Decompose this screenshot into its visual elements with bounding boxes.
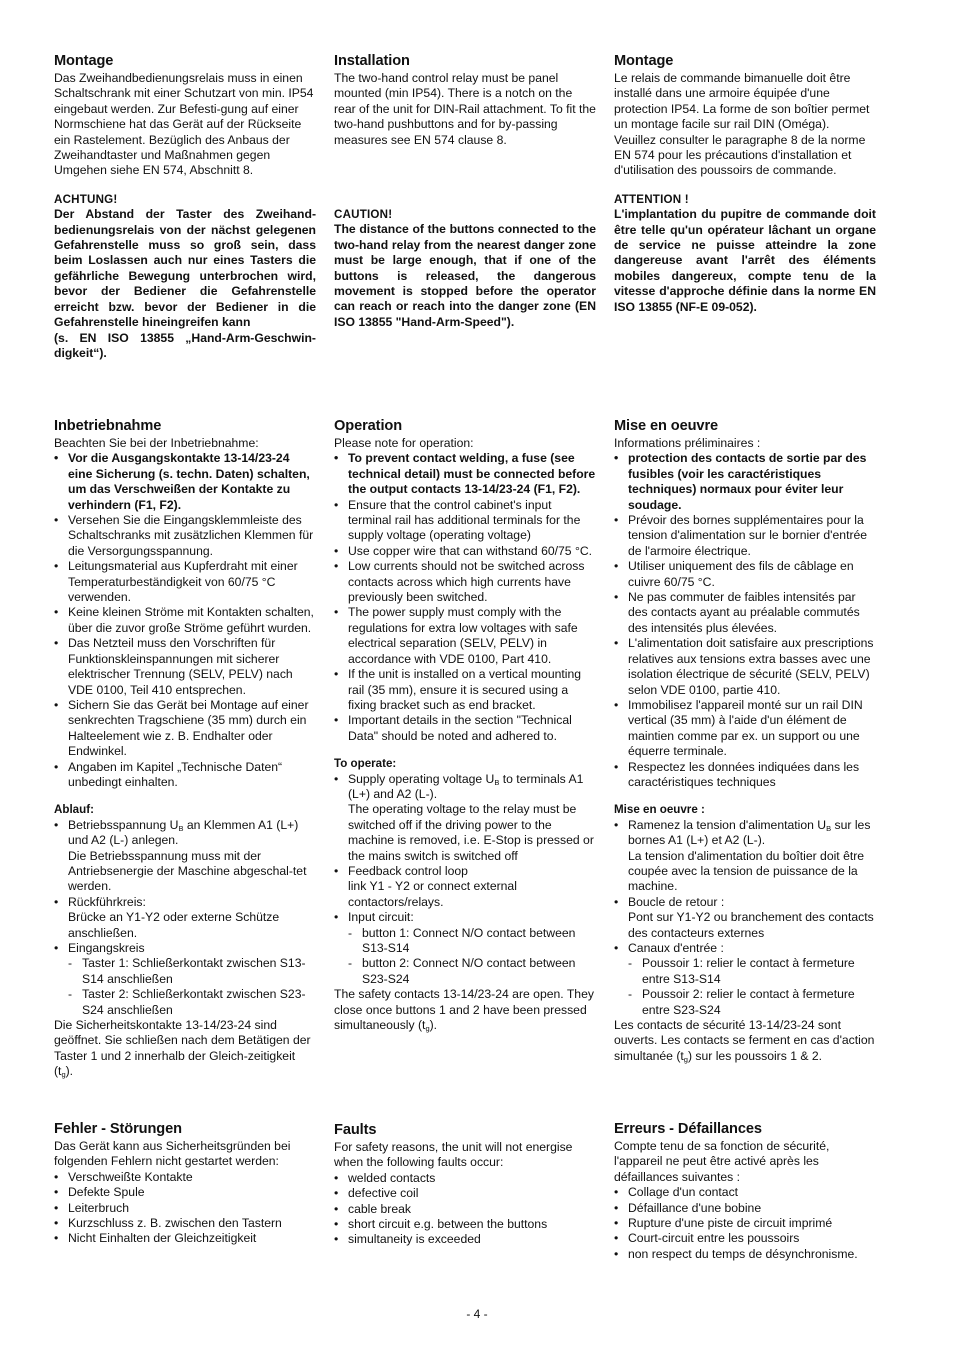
list-item: • Rückführkreis: Brücke an Y1-Y2 oder externe Schütze anschließen.	[54, 895, 316, 941]
paragraph: The two-hand control relay must be panel mounted (min IP54). There is a notch on the rear of the unit for DIN-Rail attachment. To fit the two-hand pushbuttons and for by-passing measures see EN 574 clause 8.	[334, 71, 596, 147]
list-item: • Rupture d'une piste de circuit imprimé	[614, 1216, 876, 1231]
procedure-title: Mise en oeuvre :	[614, 803, 705, 817]
procedure-list	[54, 818, 316, 1018]
list-item: • Das Netzteil muss den Vorschriften für Funktionskleinspannungen mit sicherer elektrischer Trennung (SELV, PELV) nach VDE 0100, Teil 410 entsprechen.	[54, 636, 316, 698]
list-item: • Prévoir des bornes supplémentaires pour la tension d'alimentation sur le bornier d'entrée de l'armoire électrique.	[614, 513, 876, 559]
section-title: Fehler - Störungen	[54, 1121, 182, 1137]
sub-list-item: - Poussoir 1: relier le contact à fermeture entre S13-S14	[628, 956, 876, 987]
warning-title: CAUTION!	[334, 208, 393, 222]
list-item: • Input circuit: - button 1: Connect N/O contact between S13-S14 - button 2: Connect N/O contact between S23-S24	[334, 910, 596, 987]
list-item: • Ramenez la tension d'alimentation $U_B$ sur les bornes A1 (L+) et A2 (L-). La tension d'alimentation du boîtier doit être coupée avec la tension de puissance de la machine.	[614, 818, 876, 895]
intro-text: For safety reasons, the unit will not energise when the following faults occur:	[334, 1140, 573, 1170]
list-item: • welded contacts	[334, 1171, 596, 1186]
sub-list	[348, 926, 596, 988]
list-item: • defective coil	[334, 1186, 596, 1201]
intro-text: Compte tenu de sa fonction de sécurité, l'appareil ne peut être activé après les défaillances suivantes :	[614, 1139, 830, 1184]
section-operation	[334, 417, 596, 1033]
paragraph: The safety contacts 13-14/23-24 are open. They close once buttons 1 and 2 have been pressed simultaneously $(t_g)$.	[334, 987, 594, 1034]
paragraph: Veuillez consulter le paragraphe 8 de la norme EN 574 pour les précautions d'installation et d'utilisation des poussoirs de commande.	[614, 132, 866, 178]
list-item: • Versehen Sie die Eingangsklemmleiste des Schaltschranks mit zusätzlichen Klemmen für die Versorgungsspannung.	[54, 513, 316, 559]
list-item: • Keine kleinen Ströme mit Kontakten schalten, über die zuvor große Ströme geführt wurden.	[54, 605, 316, 636]
procedure-list	[614, 818, 876, 1018]
list-item: • Leiterbruch	[54, 1201, 316, 1216]
list-item: • Canaux d'entrée : - Poussoir 1: relier le contact à fermeture entre S13-S14 - Poussoir 2: relier le contact à fermeture entre S23-S24	[614, 941, 876, 1018]
list-item: • Court-circuit entre les poussoirs	[614, 1231, 876, 1246]
list-item: • Low currents should not be switched across contacts across which high currents have previously been switched.	[334, 559, 596, 605]
section-title: Operation	[334, 418, 403, 434]
list-item: • If the unit is installed on a vertical mounting rail (35 mm), ensure it is secured using a fixing bracket such as end bracket.	[334, 667, 596, 713]
list-item: • Betriebsspannung $U_B$ an Klemmen A1 (L+) und A2 (L-) anlegen. Die Betriebsspannung muss mit der Antriebsenergie der Maschine abgeschal-tet werden.	[54, 818, 316, 895]
list-item: • Ne pas commuter de faibles intensités par des contacts ayant au préalable commutés des intensités plus élevées.	[614, 590, 876, 636]
list-item: • Angaben im Kapitel „Technische Daten“ unbedingt einhalten.	[54, 760, 316, 791]
list-item: • To prevent contact welding, a fuse (see technical detail) must be connected before the output contacts 13-14/23-24 (F1, F2).	[334, 451, 596, 497]
list-item: • Use copper wire that can withstand 60/75 °C.	[334, 544, 596, 559]
sub-list-item: - button 1: Connect N/O contact between S13-S14	[348, 926, 596, 957]
section-title: Montage	[54, 53, 114, 69]
list-item: • Defekte Spule	[54, 1185, 316, 1200]
paragraph: Le relais de commande bimanuelle doit être installé dans une armoire équipée d'une protection IP54. La forme de son boîtier permet un montage facile sur rail DIN (Oméga).	[614, 71, 870, 132]
sub-list-item: - Poussoir 2: relier le contact à fermeture entre S23-S24	[628, 987, 876, 1018]
page-number: - 4 -	[466, 1307, 488, 1321]
section-faults	[334, 1121, 596, 1248]
list-item: • Leitungsmaterial aus Kupferdraht mit einer Temperaturbeständigkeit von 60/75 °C verwenden.	[54, 559, 316, 605]
list-item: • cable break	[334, 1202, 596, 1217]
list-item: • Nicht Einhalten der Gleichzeitigkeit	[54, 1231, 316, 1246]
list-item: • Important details in the section "Technical Data" should be noted and adhered to.	[334, 713, 596, 744]
procedure-title: Ablauf:	[54, 803, 94, 817]
sub-list	[68, 956, 316, 1018]
list-item: • L'alimentation doit satisfaire aux prescriptions relatives aux tensions extra basses avec une isolation électrique de sécurité (SELV, PELV) selon VDE 0100, partie 410.	[614, 636, 876, 698]
list-item: • Boucle de retour : Pont sur Y1-Y2 ou branchement des contacts des contacteurs externes	[614, 895, 876, 941]
warning-text: Der Abstand der Taster des Zweihand-bedienungsrelais von der nächst gelegenen Gefahrenstelle muss so groß sein, dass beim Loslassen auch nur eines Tasters die gefährliche Bewegung unterbrochen wird, bevor der Bediener die Gefahrenstelle erreicht bzw. bevor der Bediener in die Gefahrenstelle hineingreifen kann	[54, 207, 316, 330]
section-montage-fr	[614, 52, 876, 315]
paragraph: Das Zweihandbedienungsrelais muss in einen Schaltschrank mit einer Schutzart von min. IP54 eingebaut werden. Zur Befesti-gung auf einer Normschiene hat das Gerät auf der Rückseite ein Rastelement. Bezüglich des Anbaus der Zweihandtaster und Maßnahmen gegen Umgehen siehe EN 574, Abschnitt 8.	[54, 71, 314, 178]
list-item: • Supply operating voltage $U_B$ to terminals A1 (L+) and A2 (L-). The operating voltage to the relay must be switched off if the driving power to the machine is removed, i.e. E-Stop is pressed or the mains switch is switched off	[334, 772, 596, 864]
paragraph: Die Sicherheitskontakte 13-14/23-24 sind geöffnet. Sie schließen nach dem Betätigen der Taster 1 und 2 innerhalb der Gleich-zeitigkeit $(t_g)$.	[54, 1018, 311, 1080]
intro-text: Das Gerät kann aus Sicherheitsgründen bei folgenden Fehlern nicht gestartet werden:	[54, 1139, 291, 1169]
list-item: • Eingangskreis - Taster 1: Schließerkontakt zwischen S13-S14 anschließen - Taster 2: Schließerkontakt zwischen S23-S24 anschließen	[54, 941, 316, 1018]
section-mise-en-oeuvre	[614, 417, 876, 1064]
paragraph: Les contacts de sécurité 13-14/23-24 sont ouverts. Les contacts se ferment en cas d'action simultanée $(t_g)$ sur les poussoirs 1 & 2.	[614, 1018, 875, 1064]
section-title: Inbetriebnahme	[54, 418, 162, 434]
list-item: • Sichern Sie das Gerät bei Montage auf einer senkrechten Tragschiene (35 mm) durch ein Halteelement wie z. B. Endhalter oder Endwinkel.	[54, 698, 316, 760]
list-item: • Verschweißte Kontakte	[54, 1170, 316, 1185]
intro-text: Please note for operation:	[334, 436, 474, 450]
intro-text: Beachten Sie bei der Inbetriebnahme:	[54, 436, 259, 450]
list-item: • Utiliser uniquement des fils de câblage en cuivre 60/75 °C.	[614, 559, 876, 590]
warning-text: L'implantation du pupitre de commande doit être telle qu'un opérateur lâchant un organe de service ne puisse atteindre la zone dangereuse avant l'arrêt des éléments mobiles dangereux, compte tenu de la vitesse d'approche définie dans la norme EN ISO 13855 (NF-E 09-052).	[614, 207, 876, 314]
section-installation	[334, 52, 596, 330]
list-item: • Collage d'un contact	[614, 1185, 876, 1200]
list-item: • Défaillance d'une bobine	[614, 1201, 876, 1216]
list-item: • Feedback control loop link Y1 - Y2 or connect external contactors/relays.	[334, 864, 596, 910]
faults-list	[614, 1185, 876, 1262]
warning-title: ATTENTION !	[614, 192, 689, 206]
list-item: • Immobilisez l'appareil monté sur un rail DIN vertical (35 mm) à l'aide d'un élément de maintien comme par ex. un support ou une équerre terminale.	[614, 698, 876, 760]
list-item: • Respectez les données indiquées dans les caractéristiques techniques	[614, 760, 876, 791]
list-item: • protection des contacts de sortie par des fusibles (voir les caractéristiques techniques) normaux pour éviter leur soudage.	[614, 451, 876, 513]
list-item: • Ensure that the control cabinet's input terminal rail has additional terminals for the supply voltage (operating voltage)	[334, 498, 596, 544]
procedure-title: To operate:	[334, 757, 397, 771]
intro-text: Informations préliminaires :	[614, 436, 761, 450]
section-title: Installation	[334, 53, 410, 69]
section-erreurs	[614, 1120, 876, 1262]
sub-list-item: - Taster 2: Schließerkontakt zwischen S23-S24 anschließen	[68, 987, 316, 1018]
requirements-list	[54, 451, 316, 790]
sub-list-item: - Taster 1: Schließerkontakt zwischen S13-S14 anschließen	[68, 956, 316, 987]
faults-list	[334, 1171, 596, 1248]
list-item: • The power supply must comply with the regulations for extra low voltages with safe electrical separation (SELV, PELV) in accordance with VDE 0100, Part 410.	[334, 605, 596, 667]
section-fehler	[54, 1120, 316, 1247]
warning-reference: (s. EN ISO 13855 „Hand-Arm-Geschwin-digkeit“).	[54, 330, 316, 360]
warning-title: ACHTUNG!	[54, 192, 118, 206]
sub-list	[628, 956, 876, 1018]
list-item: • Kurzschluss z. B. zwischen den Tastern	[54, 1216, 316, 1231]
section-title: Montage	[614, 53, 674, 69]
section-title: Mise en oeuvre	[614, 418, 719, 434]
list-item: • simultaneity is exceeded	[334, 1232, 596, 1247]
section-inbetriebnahme	[54, 417, 316, 1080]
faults-list	[54, 1170, 316, 1247]
list-item: • Vor die Ausgangskontakte 13-14/23-24 eine Sicherung (s. techn. Daten) schalten, um das Verschweißen der Kontakte zu verhindern (F1, F2).	[54, 451, 316, 513]
sub-list-item: - button 2: Connect N/O contact between S23-S24	[348, 956, 596, 987]
procedure-list	[334, 772, 596, 988]
requirements-list	[334, 451, 596, 744]
section-title: Erreurs - Défaillances	[614, 1121, 762, 1137]
section-title: Faults	[334, 1122, 377, 1138]
section-montage-de	[54, 52, 316, 361]
warning-text: The distance of the buttons connected to the two-hand relay from the nearest danger zone must be large enough, that if one of the buttons is released, the dangerous movement is stopped before the operator can reach or reach into the danger zone (EN ISO 13855 "Hand-Arm-Speed").	[334, 222, 596, 329]
requirements-list	[614, 451, 876, 790]
list-item: • short circuit e.g. between the buttons	[334, 1217, 596, 1232]
list-item: • non respect du temps de désynchronisme.	[614, 1247, 876, 1262]
